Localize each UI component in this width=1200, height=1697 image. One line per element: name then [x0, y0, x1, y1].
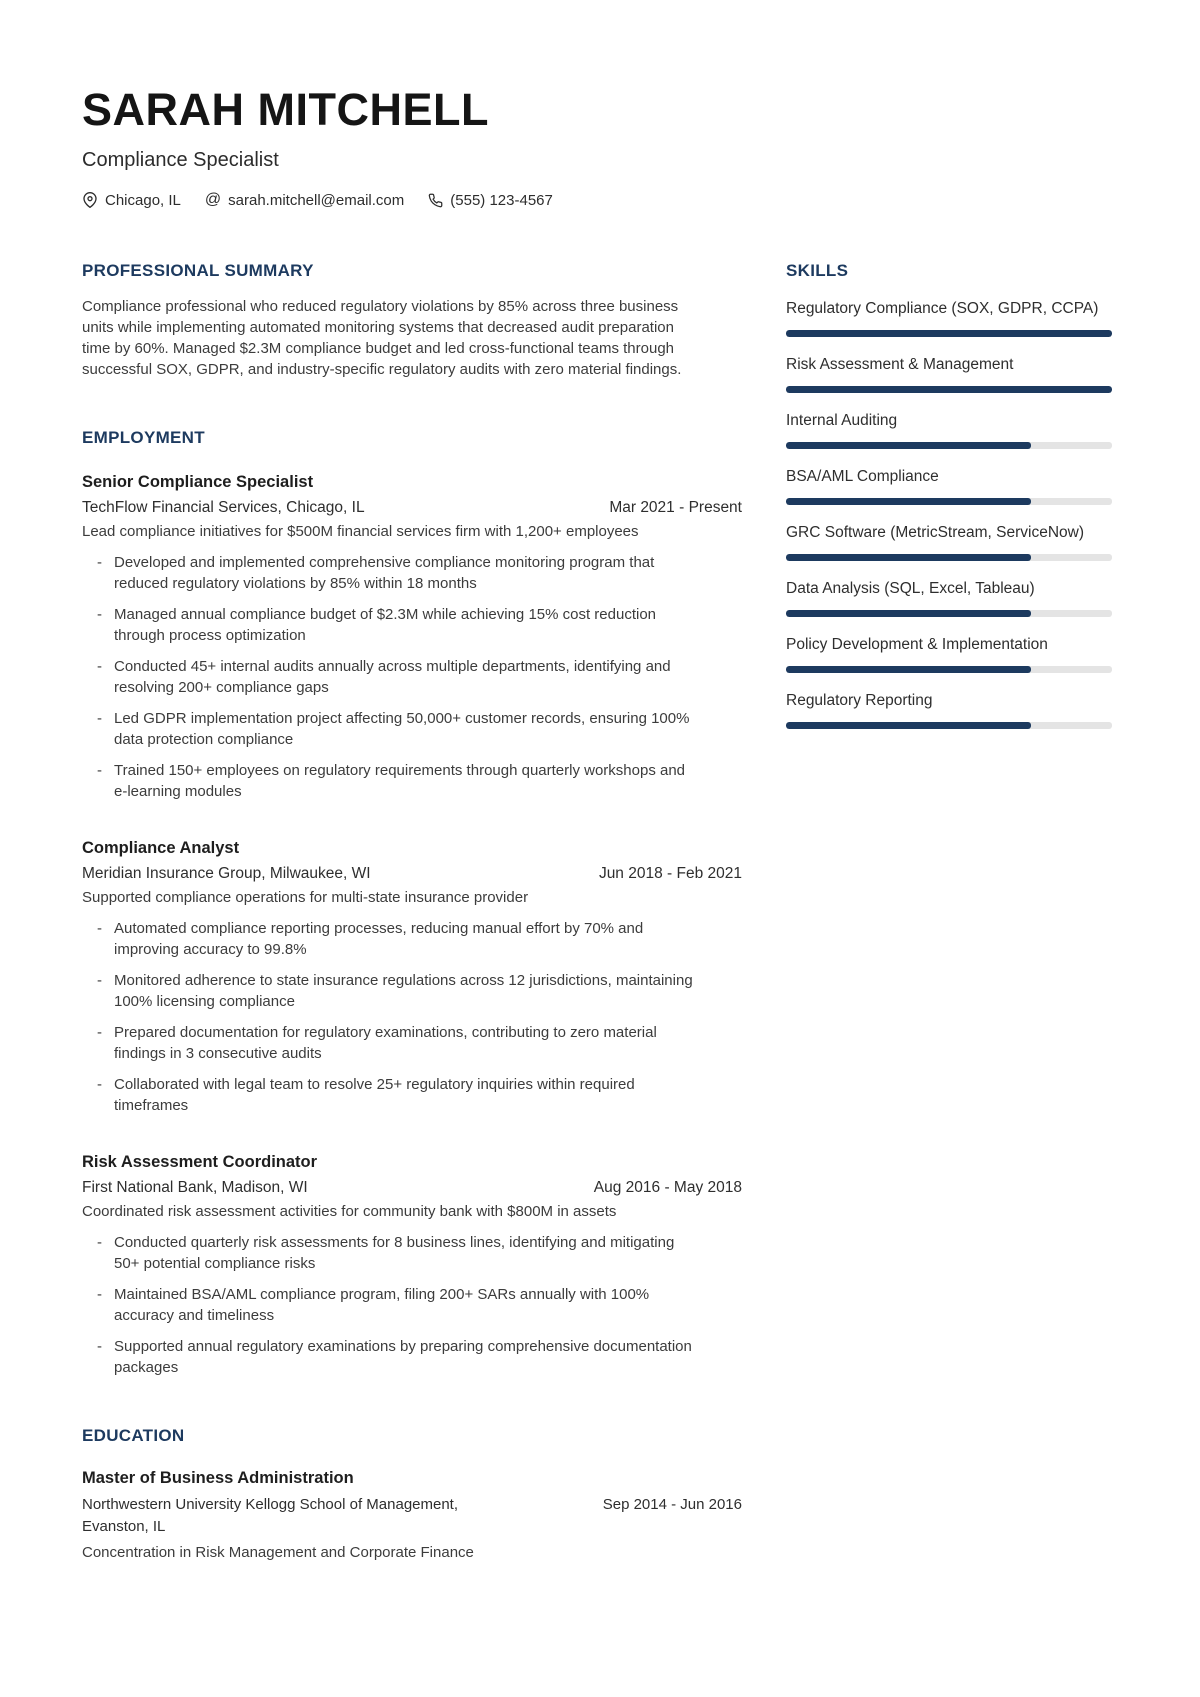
- bullet-text: Trained 150+ employees on regulatory requirements through quarterly workshops and e-learning modules: [114, 761, 686, 800]
- job-bullet: [97, 708, 697, 750]
- skill-bar-fill: [786, 610, 1031, 617]
- bullet-dash: -: [97, 919, 102, 937]
- bullet-dash: -: [97, 1337, 102, 1355]
- skills-list: [786, 298, 1112, 729]
- job-dates: Jun 2018 - Feb 2021: [598, 864, 742, 882]
- contact-location-text: Chicago, IL: [105, 191, 181, 209]
- job-lead: Lead compliance initiatives for $500M financial services firm with 1,200+ employees: [82, 522, 639, 540]
- summary-heading: PROFESSIONAL SUMMARY: [82, 260, 314, 280]
- person-job-title: Compliance Specialist: [82, 148, 279, 171]
- education-school: Northwestern University Kellogg School of Management, Evanston, IL: [82, 1495, 459, 1535]
- contact-location: [82, 192, 181, 209]
- job-bullets: [82, 918, 742, 1116]
- resume-columns: [82, 261, 1112, 1612]
- job-lead: Coordinated risk assessment activities for community bank with $800M in assets: [82, 1202, 617, 1220]
- bullet-dash: -: [97, 605, 102, 623]
- job-bullet: [97, 1336, 697, 1378]
- skill-item: [786, 354, 1112, 393]
- bullet-text: Developed and implemented comprehensive compliance monitoring program that reduced regulatory violations by 85% within 18 months: [114, 553, 655, 592]
- job-bullets: [82, 1232, 742, 1378]
- job-bullet: [97, 1022, 697, 1064]
- bullet-text: Automated compliance reporting processes, reducing manual effort by 70% and improving accuracy to 99.8%: [114, 919, 644, 958]
- phone-icon: [428, 193, 443, 208]
- bullet-dash: -: [97, 657, 102, 675]
- education-school-row: [82, 1494, 742, 1538]
- bullet-dash: -: [97, 1023, 102, 1041]
- section-professional-summary: [82, 261, 742, 380]
- skill-item: [786, 410, 1112, 449]
- bullet-text: Managed annual compliance budget of $2.3M while achieving 15% cost reduction through process optimization: [114, 605, 657, 644]
- person-name: SARAH MITCHELL: [82, 84, 489, 135]
- bullet-dash: -: [97, 1285, 102, 1303]
- job-bullet: [97, 970, 697, 1012]
- bullet-dash: -: [97, 1233, 102, 1251]
- skill-item: [786, 690, 1112, 729]
- bullet-dash: -: [97, 1075, 102, 1093]
- job-company-row: [82, 496, 742, 520]
- bullet-dash: -: [97, 709, 102, 727]
- job-title: Compliance Analyst: [82, 838, 240, 857]
- contact-email: [205, 192, 404, 209]
- job-bullet: [97, 1232, 697, 1274]
- skill-bar-fill: [786, 442, 1031, 449]
- skill-bar-fill: [786, 330, 1112, 337]
- bullet-text: Maintained BSA/AML compliance program, filing 200+ SARs annually with 100% accuracy and timeliness: [114, 1285, 650, 1324]
- skill-label: Policy Development & Implementation: [786, 635, 1048, 653]
- bullet-text: Collaborated with legal team to resolve 25+ regulatory inquiries within required timeframes: [114, 1075, 635, 1114]
- job-bullet: [97, 656, 697, 698]
- job-bullets: [82, 552, 742, 802]
- employment-job-list: [82, 470, 742, 1378]
- summary-body: Compliance professional who reduced regulatory violations by 85% across three business units while implementing automated monitoring systems that decreased audit preparation time by 60%. Managed $2.3M compliance budget and led cross-functional teams through successful SOX, GDPR, and industry-specific regulatory audits with zero material findings.: [82, 297, 682, 378]
- skill-label: GRC Software (MetricStream, ServiceNow): [786, 523, 1085, 541]
- bullet-dash: -: [97, 553, 102, 571]
- job-entry: [82, 470, 742, 802]
- section-education: [82, 1426, 742, 1564]
- bullet-text: Supported annual regulatory examinations by preparing comprehensive documentation packages: [114, 1337, 692, 1376]
- job-bullet: [97, 552, 697, 594]
- skill-bar-track: [786, 498, 1112, 505]
- job-company-row: [82, 862, 742, 886]
- skill-bar-track: [786, 330, 1112, 337]
- contact-row: [82, 192, 1112, 209]
- skill-bar-track: [786, 554, 1112, 561]
- skill-item: [786, 578, 1112, 617]
- skill-label: Regulatory Compliance (SOX, GDPR, CCPA): [786, 299, 1099, 317]
- resume-header: [82, 86, 1112, 209]
- education-degree: Master of Business Administration: [82, 1468, 354, 1487]
- bullet-dash: -: [97, 761, 102, 779]
- job-company: TechFlow Financial Services, Chicago, IL: [82, 498, 365, 516]
- skill-item: [786, 634, 1112, 673]
- skill-bar-fill: [786, 386, 1112, 393]
- job-bullet: [97, 604, 697, 646]
- job-company-row: [82, 1176, 742, 1200]
- skill-bar-track: [786, 442, 1112, 449]
- skill-bar-fill: [786, 722, 1031, 729]
- bullet-dash: -: [97, 971, 102, 989]
- skill-label: Risk Assessment & Management: [786, 355, 1014, 373]
- skills-sidebar: [786, 261, 1112, 1612]
- contact-phone: [428, 192, 553, 209]
- skill-label: BSA/AML Compliance: [786, 467, 939, 485]
- job-bullet: [97, 760, 697, 802]
- employment-heading: EMPLOYMENT: [82, 427, 205, 447]
- contact-phone-text: (555) 123-4567: [450, 191, 553, 209]
- job-lead: Supported compliance operations for multi-state insurance provider: [82, 888, 529, 906]
- job-company: First National Bank, Madison, WI: [82, 1178, 308, 1196]
- skill-item: [786, 298, 1112, 337]
- skill-bar-fill: [786, 666, 1031, 673]
- skill-bar-track: [786, 666, 1112, 673]
- bullet-text: Conducted 45+ internal audits annually across multiple departments, identifying and resolving 200+ compliance gaps: [114, 657, 671, 696]
- skills-heading: SKILLS: [786, 260, 849, 280]
- education-heading: EDUCATION: [82, 1425, 185, 1445]
- job-dates: Aug 2016 - May 2018: [593, 1178, 742, 1196]
- job-bullet: [97, 918, 697, 960]
- education-dates: Sep 2014 - Jun 2016: [602, 1495, 742, 1513]
- skill-bar-fill: [786, 498, 1031, 505]
- main-column: [82, 261, 742, 1612]
- job-bullet: [97, 1074, 697, 1116]
- email-at-icon: @: [204, 191, 222, 209]
- job-bullet: [97, 1284, 697, 1326]
- skill-bar-track: [786, 610, 1112, 617]
- skill-bar-fill: [786, 554, 1031, 561]
- section-employment: [82, 428, 742, 1378]
- contact-email-text: sarah.mitchell@email.com: [228, 191, 405, 209]
- job-dates: Mar 2021 - Present: [609, 498, 742, 516]
- bullet-text: Led GDPR implementation project affecting 50,000+ customer records, ensuring 100% data protection compliance: [114, 709, 690, 748]
- education-detail: Concentration in Risk Management and Corporate Finance: [82, 1543, 474, 1561]
- skill-label: Regulatory Reporting: [786, 691, 933, 709]
- job-company: Meridian Insurance Group, Milwaukee, WI: [82, 864, 371, 882]
- skill-item: [786, 522, 1112, 561]
- skill-item: [786, 466, 1112, 505]
- bullet-text: Conducted quarterly risk assessments for 8 business lines, identifying and mitigating 50+ potential compliance risks: [114, 1233, 675, 1272]
- skill-bar-track: [786, 722, 1112, 729]
- job-title: Senior Compliance Specialist: [82, 472, 314, 491]
- bullet-text: Prepared documentation for regulatory examinations, contributing to zero material findings in 3 consecutive audits: [114, 1023, 657, 1062]
- job-entry: [82, 1150, 742, 1378]
- skill-label: Data Analysis (SQL, Excel, Tableau): [786, 579, 1035, 597]
- skill-bar-track: [786, 386, 1112, 393]
- location-pin-icon: [82, 192, 98, 208]
- skill-label: Internal Auditing: [786, 411, 898, 429]
- job-title: Risk Assessment Coordinator: [82, 1152, 318, 1171]
- bullet-text: Monitored adherence to state insurance regulations across 12 jurisdictions, maintaining 100% licensing compliance: [114, 971, 693, 1010]
- job-entry: [82, 836, 742, 1116]
